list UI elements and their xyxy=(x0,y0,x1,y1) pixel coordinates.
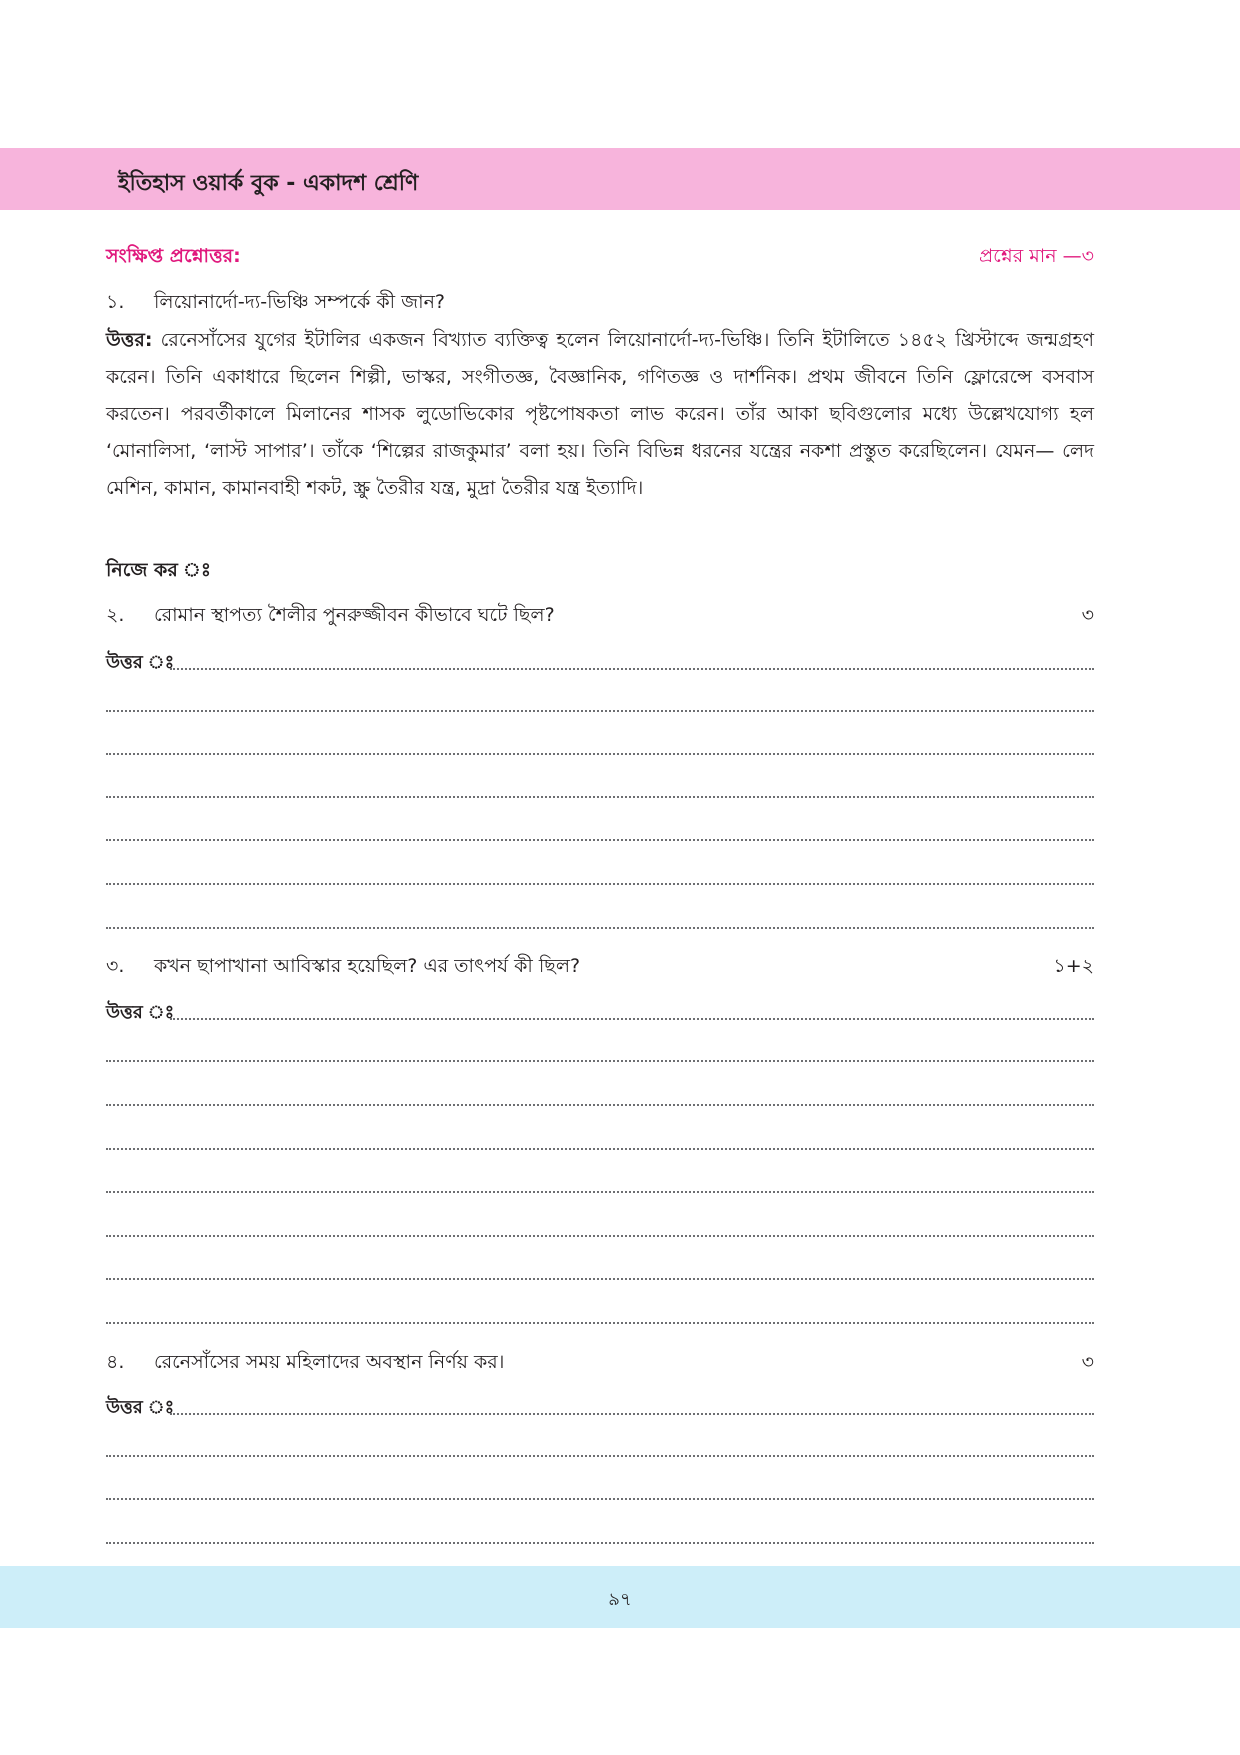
answer-line[interactable] xyxy=(106,710,1094,712)
question-number: ৩. xyxy=(106,955,125,977)
header-title: ইতিহাস ওয়ার্ক বুক - একাদশ শ্রেণি xyxy=(118,171,419,196)
answer-label: উত্তর ঃ xyxy=(106,652,175,673)
answer-line[interactable] xyxy=(170,1018,1094,1020)
answer-label: উত্তর ঃ xyxy=(106,1002,175,1023)
answer-line[interactable] xyxy=(170,1413,1094,1415)
answer-line[interactable] xyxy=(106,927,1094,929)
answer-line[interactable] xyxy=(106,796,1094,798)
answer-line[interactable] xyxy=(106,1104,1094,1106)
question-number: ১. xyxy=(106,291,125,313)
answer-line[interactable] xyxy=(106,1191,1094,1193)
answer-text: রেনেসাঁসের যুগের ইটালির একজন বিখ্যাত ব্যক্তিত্ব হলেন লিয়োনার্দো-দ্য-ভিঞ্চি। তিনি ইটালিতে ১৪৫২ খ্রিস্টাব্দে জন্মগ্রহণ করেন। তিনি একাধারে ছিলেন শিল্পী, ভাস্কর, সংগীতজ্ঞ, বৈজ্ঞানিক, গণিতজ্ঞ ও দার্শনিক। প্রথম জীবনে তিনি ফ্লোরেন্সে বসবাস করতেন। পরবর্তীকালে মিলানের শাসক লুডোভিকোর পৃষ্টপোষকতা লাভ করেন। তাঁর আকা ছবিগুলোর মধ্যে উল্লেখযোগ্য হল ‘মোনালিসা, ‘লাস্ট সাপার’। তাঁকে ‘শিল্পের রাজকুমার’ বলা হয়। তিনি বিভিন্ন ধরনের যন্ত্রের নকশা প্রস্তুত করেছিলেন। যেমন— লেদ মেশিন, কামান, কামানবাহী শকট, স্ক্রু তৈরীর যন্ত্র, মুদ্রা তৈরীর যন্ত্র ইত্যাদি। xyxy=(106,329,1094,499)
answer-line[interactable] xyxy=(106,1455,1094,1457)
section-title: সংক্ষিপ্ত প্রশ্নোত্তর: xyxy=(106,245,241,267)
question-1 xyxy=(106,288,1094,320)
question-text: রোমান স্থাপত্য শৈলীর পুনরুজ্জীবন কীভাবে ঘটে ছিল? xyxy=(154,604,555,626)
answer-line[interactable] xyxy=(106,1148,1094,1150)
self-practice-title: নিজে কর ঃ xyxy=(106,559,211,581)
question-text: লিয়োনার্দো-দ্য-ভিঞ্চি সম্পর্কে কী জান? xyxy=(154,291,446,313)
answer-line[interactable] xyxy=(106,1542,1094,1544)
answer-line[interactable] xyxy=(106,1322,1094,1324)
answer-paragraph xyxy=(106,322,1094,507)
answer-line[interactable] xyxy=(106,839,1094,841)
answer-label: উত্তর ঃ xyxy=(106,1397,175,1418)
question-marks: ৩ xyxy=(1081,1351,1094,1373)
answer-label: উত্তর: xyxy=(106,329,153,351)
question-number: ৪. xyxy=(106,1351,125,1373)
question-number: ২. xyxy=(106,604,125,626)
answer-line[interactable] xyxy=(106,1498,1094,1500)
answer-line[interactable] xyxy=(106,1235,1094,1237)
answer-line[interactable] xyxy=(106,1060,1094,1062)
answer-line[interactable] xyxy=(106,753,1094,755)
marks-label: প্রশ্নের মান —৩ xyxy=(978,245,1094,267)
answer-line[interactable] xyxy=(106,1278,1094,1280)
question-text: রেনেসাঁসের সময় মহিলাদের অবস্থান নির্ণয় কর। xyxy=(154,1351,505,1373)
answer-line[interactable] xyxy=(106,883,1094,885)
question-3 xyxy=(106,952,1094,984)
question-4 xyxy=(106,1348,1094,1380)
question-marks: ৩ xyxy=(1081,604,1094,626)
page-number: ৯৭ xyxy=(608,1589,632,1610)
answer-line[interactable] xyxy=(170,668,1094,670)
question-text: কখন ছাপাখানা আবিস্কার হয়েছিল? এর তাৎপর্য কী ছিল? xyxy=(154,955,581,977)
question-2 xyxy=(106,601,1094,633)
question-marks: ১+২ xyxy=(1053,955,1094,977)
